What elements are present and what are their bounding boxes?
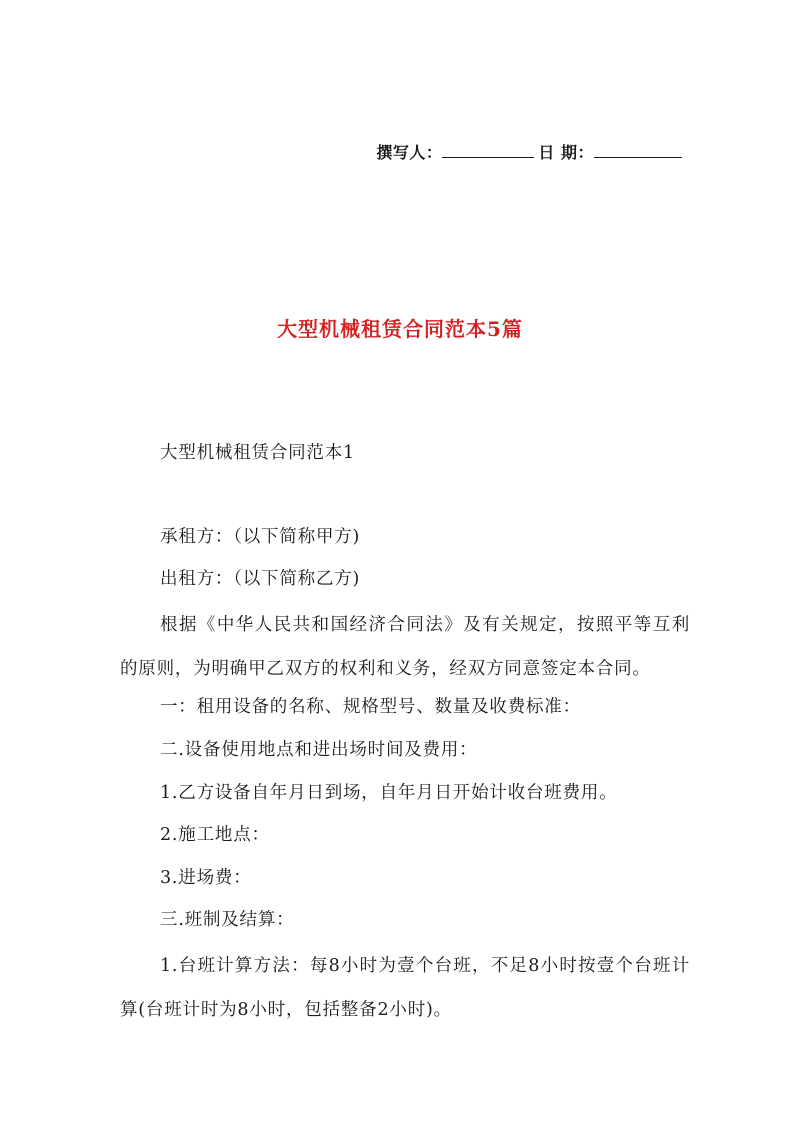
clause-2-item-1: 1.乙方设备自年月日到场，自年月日开始计收台班费用。 bbox=[160, 783, 618, 803]
lessee-line: 承租方：（以下简称甲方) bbox=[160, 527, 361, 547]
date-label: 日 期： bbox=[538, 143, 594, 162]
clause-2: 二.设备使用地点和进出场时间及费用： bbox=[160, 740, 478, 760]
preamble-paragraph: 根据《中华人民共和国经济合同法》及有关规定，按照平等互利的原则，为明确甲乙双方的权利和义务，经双方同意签定本合同。 bbox=[120, 615, 690, 679]
date-blank bbox=[594, 143, 682, 158]
clause-3-item-1: 1.台班计算方法：每8小时为壹个台班，不足8小时按壹个台班计算(台班计时为8小时，包括整备2小时)。 bbox=[120, 956, 690, 1020]
clause-2-item-2: 2.施工地点： bbox=[160, 825, 270, 845]
lessor-line: 出租方：（以下简称乙方) bbox=[160, 569, 361, 589]
clause-2-item-3: 3.进场费： bbox=[160, 868, 252, 888]
author-blank bbox=[442, 143, 534, 158]
author-date-line bbox=[376, 140, 682, 163]
author-label: 撰写人： bbox=[376, 143, 443, 162]
document-title: 大型机械租赁合同范本5篇 bbox=[277, 317, 523, 341]
clause-1: 一：租用设备的名称、规格型号、数量及收费标准： bbox=[160, 697, 581, 717]
section-heading: 大型机械租赁合同范本1 bbox=[160, 443, 355, 463]
clause-3: 三.班制及结算： bbox=[160, 910, 295, 930]
